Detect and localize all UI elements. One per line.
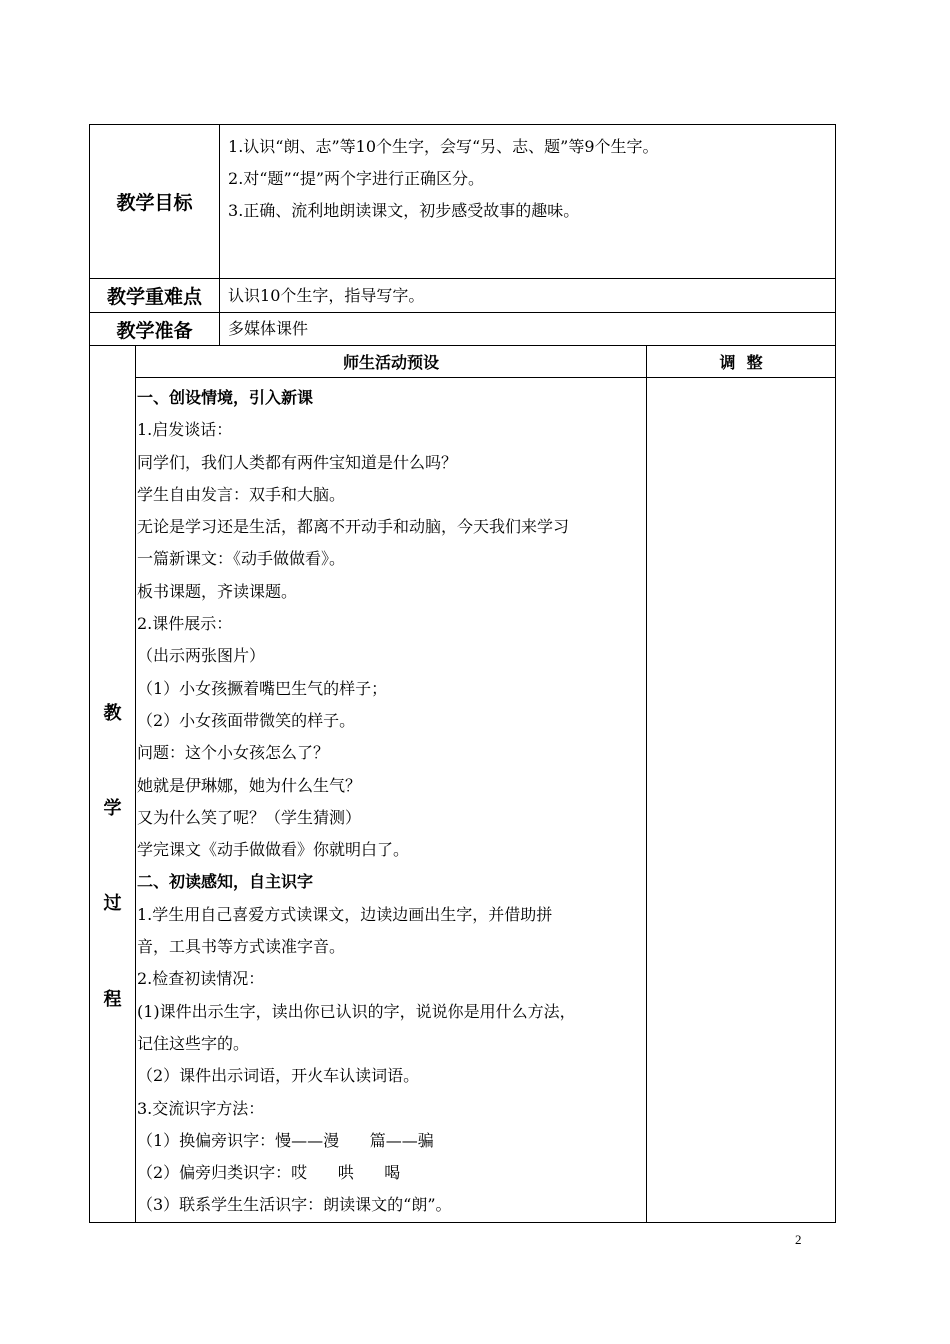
activity-line: 学生自由发言：双手和大脑。 [137,484,346,504]
activity-line: 学完课文《动手做做看》你就明白了。 [137,840,410,860]
objective-line: 1.认识“朗、志”等10个生字，会写“另、志、题”等9个生字。 [228,137,659,156]
section-heading: 一、创设情境，引入新课 [137,388,314,407]
activity-line: 记住这些字的。 [137,1033,250,1053]
activity-header: 师生活动预设 [136,346,647,378]
lesson-plan-table [89,124,836,1223]
adjust-content [647,378,836,1223]
activity-line: 又为什么笑了呢？（学生猜测） [137,807,362,827]
activity-line: (1)课件出示生字，读出你已认识的字，说说你是用什么方法， [137,1001,576,1021]
adjust-header: 调 整 [647,346,836,378]
activity-line: （3）联系学生生活识字：朗读课文的“朗”。 [137,1195,452,1215]
activity-line: 问题：这个小女孩怎么了？ [137,743,330,763]
objectives-label: 教学目标 [90,125,220,279]
preparation-label: 教学准备 [90,313,220,346]
preparation-row [90,313,836,346]
activity-line: 3.交流识字方法： [137,1098,265,1118]
process-body-row [90,378,836,1223]
activity-line: （2）课件出示词语，开火车认读词语。 [137,1066,420,1086]
page-number: 2 [795,1232,802,1247]
objective-line: 3.正确、流利地朗读课文，初步感受故事的趣味。 [228,201,580,220]
activity-line: 她就是伊琳娜，她为什么生气？ [137,775,362,795]
activity-line: （2）偏旁归类识字：哎 哄 喝 [137,1163,401,1183]
activity-content [136,378,647,1223]
activity-line: 2.检查初读情况： [137,969,265,989]
key-points-label: 教学重难点 [90,279,220,313]
process-label-char: 程 [103,989,122,1010]
objectives-content [220,125,836,279]
activity-line: （2）小女孩面带微笑的样子。 [137,710,356,730]
process-label-char: 教 [103,703,122,724]
process-label-char: 学 [103,798,122,819]
activity-line: （出示两张图片） [137,646,266,666]
key-points-row [90,279,836,313]
activity-line: 板书课题，齐读课题。 [137,581,298,601]
activity-line: 一篇新课文：《动手做做看》。 [137,549,346,569]
activity-line: 1.学生用自己喜爱方式读课文，边读边画出生字，并借助拼 [137,904,553,924]
activity-line: 音，工具书等方式读准字音。 [137,937,346,957]
section-heading: 二、初读感知，自主识字 [137,872,314,892]
preparation-content: 多媒体课件 [220,313,836,346]
objectives-row [90,125,836,279]
activity-line: 同学们，我们人类都有两件宝知道是什么吗？ [137,452,458,472]
process-header-row [90,346,836,378]
process-label [90,346,136,1223]
activity-line: 2.课件展示： [137,614,233,634]
activity-line: （1）小女孩撅着嘴巴生气的样子； [137,678,388,698]
objective-line: 2.对“题”“提”两个字进行正确区分。 [228,169,485,188]
key-points-content: 认识10个生字，指导写字。 [220,279,836,313]
activity-line: 1.启发谈话： [137,420,233,440]
activity-line: （1）换偏旁识字：慢——漫 篇——骗 [137,1130,434,1150]
activity-line: 无论是学习还是生活，都离不开动手和动脑，今天我们来学习 [137,517,570,537]
process-label-char: 过 [103,893,122,914]
